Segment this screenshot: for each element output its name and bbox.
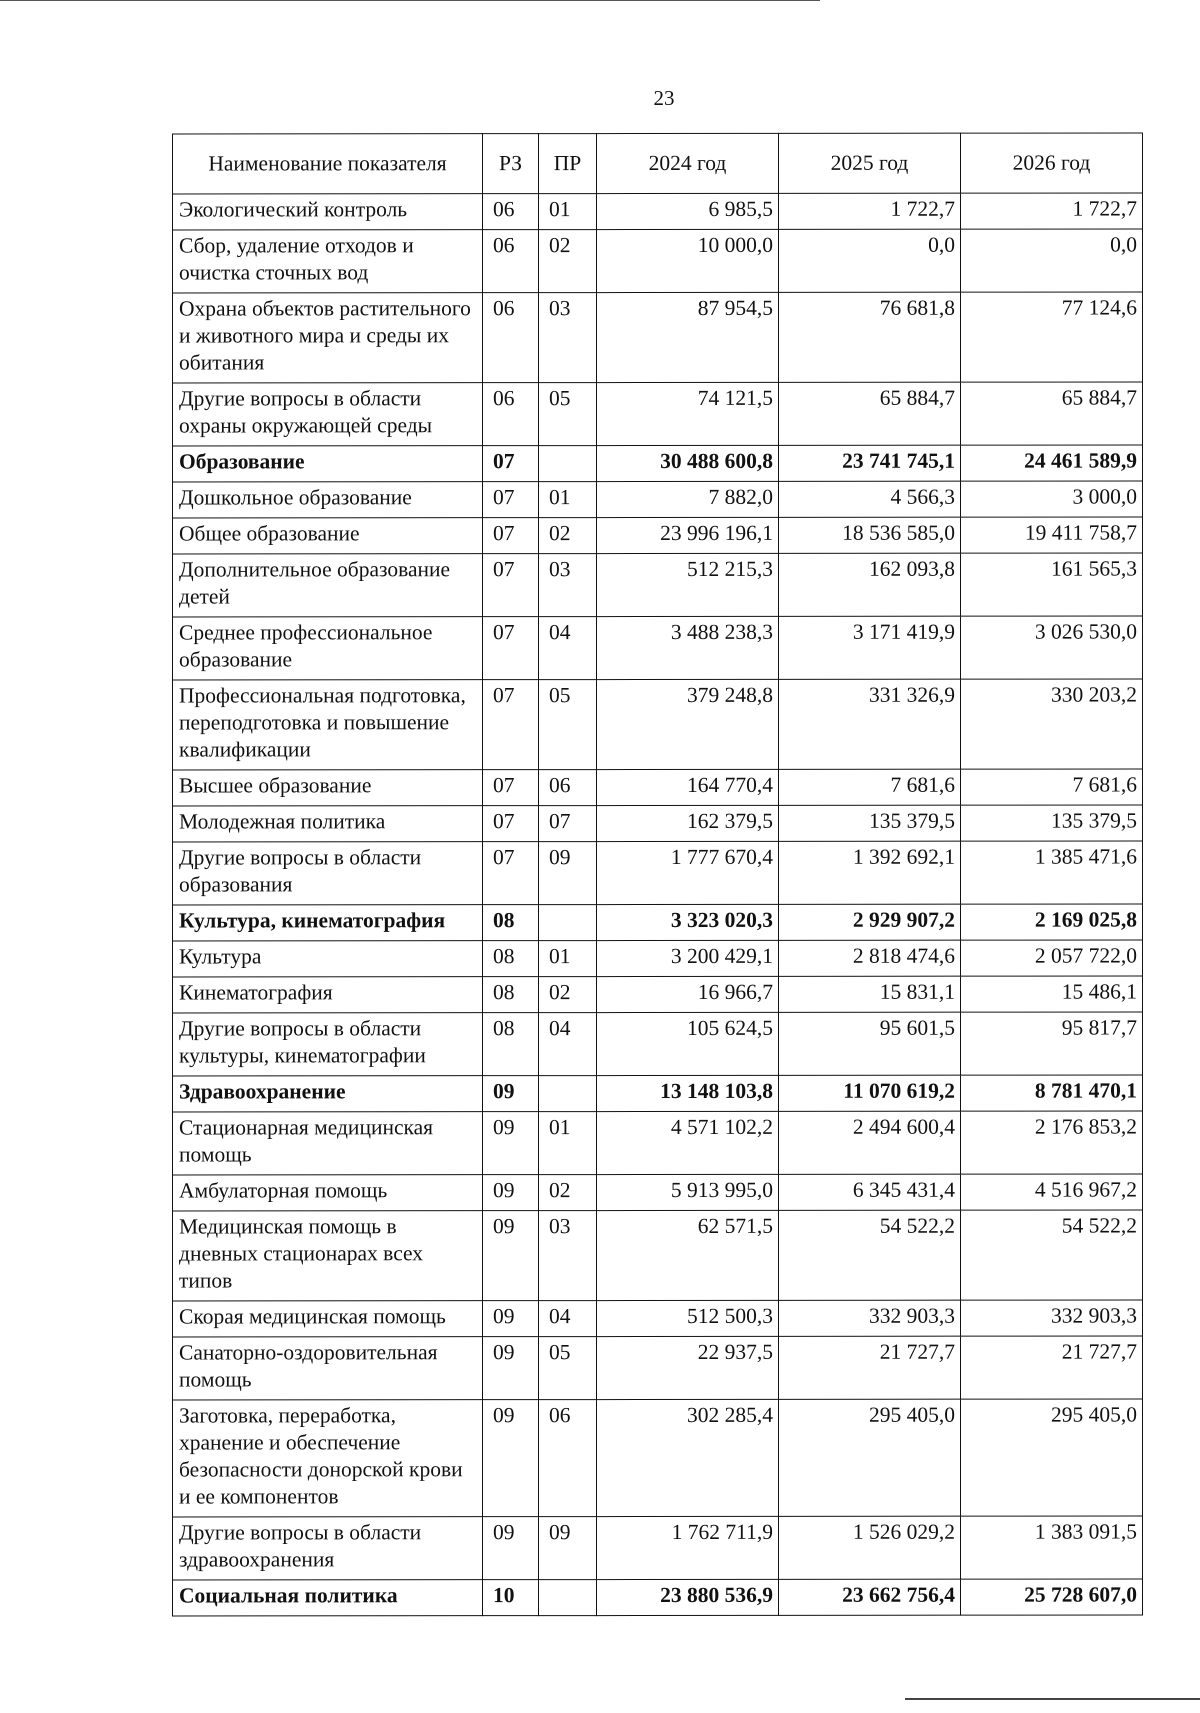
cell-indicator-name: Другие вопросы в области культуры, кинематографии xyxy=(173,1013,483,1076)
cell-2024: 74 121,5 xyxy=(597,382,779,445)
cell-2025: 95 601,5 xyxy=(779,1012,961,1075)
cell-2026: 1 383 091,5 xyxy=(961,1516,1143,1579)
cell-indicator-name: Дошкольное образование xyxy=(173,482,483,518)
cell-2025: 295 405,0 xyxy=(779,1399,961,1516)
cell-2025: 23 662 756,4 xyxy=(779,1579,961,1615)
cell-pr xyxy=(539,1076,597,1112)
cell-2026: 7 681,6 xyxy=(961,769,1143,805)
cell-2025: 1 526 029,2 xyxy=(779,1516,961,1579)
cell-indicator-name: Другие вопросы в области здравоохранения xyxy=(173,1517,483,1580)
cell-indicator-name: Образование xyxy=(173,446,483,482)
header-rz: РЗ xyxy=(483,134,539,194)
cell-2025: 162 093,8 xyxy=(779,553,961,616)
cell-2026: 2 057 722,0 xyxy=(961,940,1143,976)
table-row xyxy=(173,229,1143,293)
table-row xyxy=(173,517,1143,554)
cell-indicator-name: Молодежная политика xyxy=(173,806,483,842)
cell-2025: 1 722,7 xyxy=(779,193,961,229)
table-section-row xyxy=(173,904,1143,941)
cell-rz: 07 xyxy=(483,842,539,905)
cell-rz: 07 xyxy=(483,446,539,482)
cell-pr: 04 xyxy=(539,1013,597,1076)
table-row xyxy=(173,1336,1143,1400)
scan-bottom-edge-line xyxy=(905,1698,1200,1700)
header-year-2024: 2024 год xyxy=(597,133,779,193)
cell-2026: 15 486,1 xyxy=(961,976,1143,1012)
cell-indicator-name: Среднее профессиональное образование xyxy=(173,617,483,680)
table-row xyxy=(173,193,1143,230)
cell-indicator-name: Культура xyxy=(173,941,483,977)
cell-rz: 09 xyxy=(483,1175,539,1211)
cell-2024: 1 762 711,9 xyxy=(597,1516,779,1579)
cell-rz: 08 xyxy=(483,905,539,941)
cell-pr: 03 xyxy=(539,293,597,383)
cell-2024: 5 913 995,0 xyxy=(597,1174,779,1210)
table-section-row xyxy=(173,1075,1143,1112)
cell-2026: 1 385 471,6 xyxy=(961,841,1143,904)
cell-pr xyxy=(539,446,597,482)
cell-rz: 07 xyxy=(483,806,539,842)
cell-pr: 02 xyxy=(539,977,597,1013)
cell-2024: 6 985,5 xyxy=(597,193,779,229)
table-row xyxy=(173,1174,1143,1211)
page-number-text: 23 xyxy=(653,86,675,110)
table-row xyxy=(173,382,1143,446)
cell-rz: 09 xyxy=(483,1337,539,1400)
table-row xyxy=(173,481,1143,518)
cell-indicator-name: Кинематография xyxy=(173,977,483,1013)
cell-pr: 05 xyxy=(539,1337,597,1400)
cell-2024: 105 624,5 xyxy=(597,1012,779,1075)
cell-2026: 1 722,7 xyxy=(961,193,1143,229)
cell-indicator-name: Экологический контроль xyxy=(173,194,483,230)
cell-2025: 76 681,8 xyxy=(779,292,961,382)
cell-pr: 06 xyxy=(539,770,597,806)
cell-2026: 3 000,0 xyxy=(961,481,1143,517)
cell-indicator-name: Амбулаторная помощь xyxy=(173,1175,483,1211)
cell-indicator-name: Профессиональная подготовка, переподготовка и повышение квалификации xyxy=(173,680,483,770)
cell-rz: 09 xyxy=(483,1400,539,1517)
cell-rz: 06 xyxy=(483,230,539,293)
cell-2026: 95 817,7 xyxy=(961,1012,1143,1075)
cell-indicator-name: Социальная политика xyxy=(173,1580,483,1616)
cell-2026: 330 203,2 xyxy=(961,679,1143,769)
cell-rz: 08 xyxy=(483,941,539,977)
table-row xyxy=(173,616,1143,680)
cell-2025: 0,0 xyxy=(779,229,961,292)
cell-indicator-name: Заготовка, переработка, хранение и обеспечение безопасности донорской крови и ее компонентов xyxy=(173,1400,483,1517)
cell-2024: 13 148 103,8 xyxy=(597,1075,779,1111)
cell-2026: 65 884,7 xyxy=(961,382,1143,445)
cell-indicator-name: Санаторно-оздоровительная помощь xyxy=(173,1337,483,1400)
cell-2025: 7 681,6 xyxy=(779,769,961,805)
cell-rz: 09 xyxy=(483,1076,539,1112)
cell-2024: 164 770,4 xyxy=(597,769,779,805)
cell-pr: 09 xyxy=(539,842,597,905)
cell-2025: 332 903,3 xyxy=(779,1300,961,1336)
cell-2026: 25 728 607,0 xyxy=(961,1579,1143,1615)
cell-rz: 09 xyxy=(483,1301,539,1337)
cell-indicator-name: Скорая медицинская помощь xyxy=(173,1301,483,1337)
cell-2026: 332 903,3 xyxy=(961,1300,1143,1336)
table-row xyxy=(173,1516,1143,1580)
cell-2024: 10 000,0 xyxy=(597,229,779,292)
cell-2025: 2 818 474,6 xyxy=(779,940,961,976)
cell-pr: 01 xyxy=(539,941,597,977)
cell-indicator-name: Другие вопросы в области охраны окружающей среды xyxy=(173,383,483,446)
cell-rz: 09 xyxy=(483,1112,539,1175)
cell-indicator-name: Высшее образование xyxy=(173,770,483,806)
cell-2025: 21 727,7 xyxy=(779,1336,961,1399)
cell-pr: 05 xyxy=(539,383,597,446)
cell-rz: 07 xyxy=(483,482,539,518)
cell-2026: 77 124,6 xyxy=(961,292,1143,382)
cell-indicator-name: Дополнительное образование детей xyxy=(173,554,483,617)
cell-rz: 07 xyxy=(483,518,539,554)
cell-pr: 04 xyxy=(539,617,597,680)
header-year-2025: 2025 год xyxy=(779,133,961,193)
cell-pr: 02 xyxy=(539,1175,597,1211)
cell-pr: 05 xyxy=(539,680,597,770)
cell-pr: 03 xyxy=(539,1211,597,1301)
cell-rz: 07 xyxy=(483,770,539,806)
cell-2024: 162 379,5 xyxy=(597,805,779,841)
cell-pr: 02 xyxy=(539,518,597,554)
cell-pr: 09 xyxy=(539,1517,597,1580)
cell-indicator-name: Стационарная медицинская помощь xyxy=(173,1112,483,1175)
cell-rz: 07 xyxy=(483,617,539,680)
cell-2025: 331 326,9 xyxy=(779,679,961,769)
cell-2025: 18 536 585,0 xyxy=(779,517,961,553)
header-indicator-name: Наименование показателя xyxy=(173,134,483,194)
cell-pr: 06 xyxy=(539,1400,597,1517)
table-section-row xyxy=(173,445,1143,482)
cell-2024: 22 937,5 xyxy=(597,1336,779,1399)
table-body xyxy=(173,193,1143,1616)
table-row xyxy=(173,940,1143,977)
cell-rz: 07 xyxy=(483,680,539,770)
cell-rz: 06 xyxy=(483,194,539,230)
cell-2025: 1 392 692,1 xyxy=(779,841,961,904)
cell-2026: 19 411 758,7 xyxy=(961,517,1143,553)
cell-indicator-name: Сбор, удаление отходов и очистка сточных вод xyxy=(173,230,483,293)
cell-pr: 01 xyxy=(539,482,597,518)
cell-2025: 15 831,1 xyxy=(779,976,961,1012)
cell-2025: 11 070 619,2 xyxy=(779,1075,961,1111)
cell-2026: 135 379,5 xyxy=(961,805,1143,841)
cell-2024: 302 285,4 xyxy=(597,1399,779,1516)
cell-2026: 0,0 xyxy=(961,229,1143,292)
cell-2024: 23 880 536,9 xyxy=(597,1579,779,1615)
cell-2026: 4 516 967,2 xyxy=(961,1174,1143,1210)
table-row xyxy=(173,1300,1143,1337)
cell-pr: 07 xyxy=(539,806,597,842)
cell-2024: 30 488 600,8 xyxy=(597,445,779,481)
cell-pr: 01 xyxy=(539,1112,597,1175)
cell-pr: 01 xyxy=(539,194,597,230)
page-number xyxy=(0,86,1200,111)
cell-2026: 21 727,7 xyxy=(961,1336,1143,1399)
table-row xyxy=(173,553,1143,617)
cell-2024: 3 488 238,3 xyxy=(597,616,779,679)
cell-indicator-name: Другие вопросы в области образования xyxy=(173,842,483,905)
cell-pr xyxy=(539,1580,597,1616)
cell-indicator-name: Здравоохранение xyxy=(173,1076,483,1112)
table-row xyxy=(173,292,1143,383)
cell-2024: 512 215,3 xyxy=(597,553,779,616)
cell-2025: 2 929 907,2 xyxy=(779,904,961,940)
cell-2024: 4 571 102,2 xyxy=(597,1111,779,1174)
cell-2026: 295 405,0 xyxy=(961,1399,1143,1516)
cell-rz: 06 xyxy=(483,383,539,446)
cell-2026: 2 176 853,2 xyxy=(961,1111,1143,1174)
cell-rz: 08 xyxy=(483,1013,539,1076)
cell-2026: 2 169 025,8 xyxy=(961,904,1143,940)
table-row xyxy=(173,1111,1143,1175)
table-header-row xyxy=(173,133,1143,194)
table-row xyxy=(173,841,1143,905)
cell-2025: 4 566,3 xyxy=(779,481,961,517)
cell-2026: 8 781 470,1 xyxy=(961,1075,1143,1111)
cell-2024: 3 200 429,1 xyxy=(597,940,779,976)
table-row xyxy=(173,679,1143,770)
cell-indicator-name: Медицинская помощь в дневных стационарах всех типов xyxy=(173,1211,483,1301)
cell-pr: 02 xyxy=(539,230,597,293)
cell-indicator-name: Охрана объектов растительного и животного мира и среды их обитания xyxy=(173,293,483,383)
cell-indicator-name: Культура, кинематография xyxy=(173,905,483,941)
table-row xyxy=(173,1012,1143,1076)
cell-pr: 04 xyxy=(539,1301,597,1337)
cell-2026: 3 026 530,0 xyxy=(961,616,1143,679)
table-section-row xyxy=(173,1579,1143,1616)
header-year-2026: 2026 год xyxy=(961,133,1143,193)
cell-2024: 23 996 196,1 xyxy=(597,517,779,553)
cell-2024: 16 966,7 xyxy=(597,976,779,1012)
cell-indicator-name: Общее образование xyxy=(173,518,483,554)
table-row xyxy=(173,976,1143,1013)
header-pr: ПР xyxy=(539,134,597,194)
scan-top-edge-line xyxy=(0,0,820,1)
table-row xyxy=(173,805,1143,842)
cell-2024: 3 323 020,3 xyxy=(597,904,779,940)
cell-2025: 54 522,2 xyxy=(779,1210,961,1300)
cell-2024: 1 777 670,4 xyxy=(597,841,779,904)
cell-rz: 08 xyxy=(483,977,539,1013)
cell-2026: 24 461 589,9 xyxy=(961,445,1143,481)
cell-rz: 09 xyxy=(483,1211,539,1301)
cell-2025: 6 345 431,4 xyxy=(779,1174,961,1210)
cell-2025: 2 494 600,4 xyxy=(779,1111,961,1174)
cell-2024: 379 248,8 xyxy=(597,679,779,769)
table-row xyxy=(173,1399,1143,1517)
cell-2024: 62 571,5 xyxy=(597,1210,779,1300)
cell-pr: 03 xyxy=(539,554,597,617)
cell-2026: 54 522,2 xyxy=(961,1210,1143,1300)
cell-rz: 07 xyxy=(483,554,539,617)
cell-2025: 3 171 419,9 xyxy=(779,616,961,679)
table-row xyxy=(173,1210,1143,1301)
cell-rz: 09 xyxy=(483,1517,539,1580)
cell-2024: 7 882,0 xyxy=(597,481,779,517)
cell-2025: 65 884,7 xyxy=(779,382,961,445)
cell-2024: 87 954,5 xyxy=(597,292,779,382)
cell-2025: 23 741 745,1 xyxy=(779,445,961,481)
cell-pr xyxy=(539,905,597,941)
cell-2026: 161 565,3 xyxy=(961,553,1143,616)
cell-rz: 06 xyxy=(483,293,539,383)
cell-rz: 10 xyxy=(483,1580,539,1616)
cell-2025: 135 379,5 xyxy=(779,805,961,841)
cell-2024: 512 500,3 xyxy=(597,1300,779,1336)
budget-table xyxy=(172,132,1143,1616)
table-row xyxy=(173,769,1143,806)
